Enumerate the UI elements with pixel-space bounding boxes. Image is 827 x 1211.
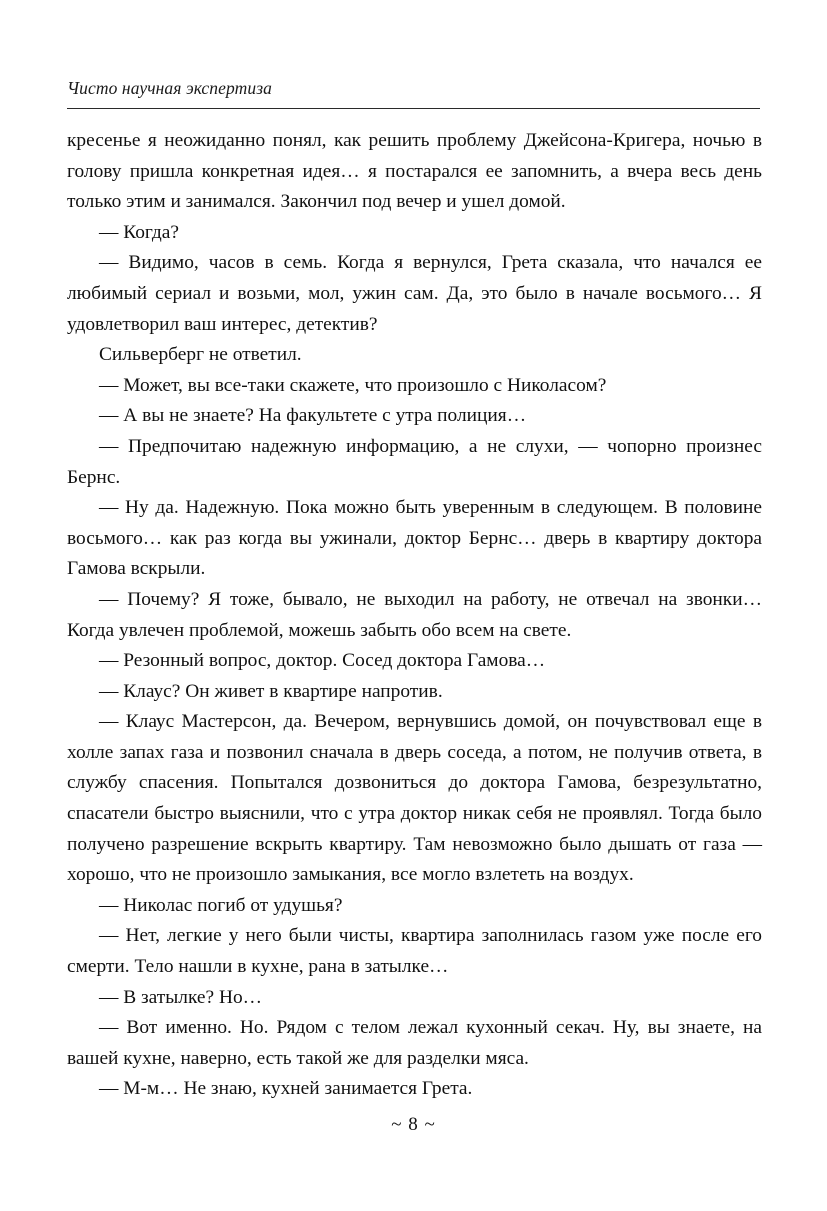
paragraph: — Может, вы все-таки скажете, что произошло с Николасом?	[99, 374, 607, 396]
header-rule	[67, 108, 760, 109]
paragraph: — Клаус? Он живет в квартире напротив.	[99, 680, 443, 702]
page-number	[0, 1114, 827, 1136]
paragraph: кресенье я неожиданно понял, как решить проблему Джейсона-Кригера, ночью в голову пришла конкретная идея… я постарался ее запомнить, а вчера весь день только этим и занимался. Закончил под вечер и ушел домой.	[67, 130, 762, 213]
paragraph: — Почему? Я тоже, бывало, не выходил на работу, не отвечал на звонки… Когда увлечен проблемой, можешь забыть обо всем на свете.	[67, 588, 762, 641]
paragraph: Сильверберг не ответил.	[99, 344, 302, 366]
page-number-text: ~ 8 ~	[391, 1114, 436, 1135]
paragraph: — Предпочитаю надежную информацию, а не слухи, — чопорно произнес Бернс.	[67, 435, 762, 488]
paragraph: — Ну да. Надежную. Пока можно быть уверенным в следующем. В половине восьмого… как раз когда вы ужинали, доктор Бернс… дверь в квартиру доктора Гамова вскрыли.	[67, 497, 762, 580]
paragraph: — М-м… Не знаю, кухней занимается Грета.	[99, 1078, 473, 1100]
paragraph: — Когда?	[99, 221, 179, 243]
page-body	[67, 126, 762, 1105]
paragraph: — В затылке? Но…	[99, 986, 263, 1008]
paragraph: — Видимо, часов в семь. Когда я вернулся, Грета сказала, что начался ее любимый сериал и возьми, мол, ужин сам. Да, это было в начале восьмого… Я удовлетворил ваш интерес, детектив?	[67, 252, 762, 335]
paragraph: — Вот именно. Но. Рядом с телом лежал кухонный секач. Ну, вы знаете, на вашей кухне, наверно, есть такой же для разделки мяса.	[67, 1017, 762, 1069]
running-head: Чисто научная экспертиза	[67, 78, 272, 98]
paragraph: — А вы не знаете? На факультете с утра полиция…	[99, 405, 527, 427]
paragraph: — Резонный вопрос, доктор. Сосед доктора Гамова…	[99, 650, 546, 672]
paragraph: — Нет, легкие у него были чисты, квартира заполнилась газом уже после его смерти. Тело нашли в кухне, рана в затылке…	[67, 925, 762, 978]
paragraph: — Николас погиб от удушья?	[99, 894, 343, 916]
paragraph: — Клаус Мастерсон, да. Вечером, вернувшись домой, он почувствовал еще в холле запах газа и позвонил сначала в дверь соседа, а потом, не получив ответа, в службу спасения. Попытался дозвониться до доктора Гамова, безрезультатно, спасатели быстро выяснили, что с утра доктор никак себя не проявлял. Тогда было получено разрешение вскрыть квартиру. Там невозможно было дышать от газа — хорошо, что не произошло замыкания, все могло взлететь на воздух.	[67, 711, 762, 886]
